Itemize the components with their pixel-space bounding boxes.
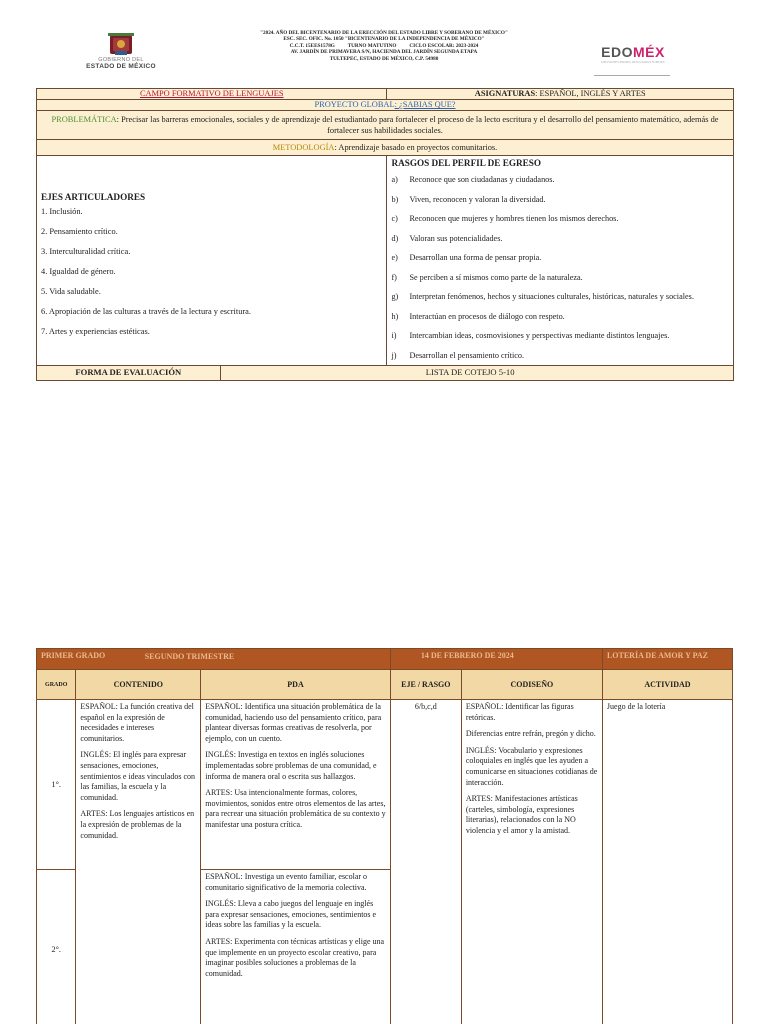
rasgos-title: RASGOS DEL PERFIL DE EGRESO — [391, 158, 542, 168]
gobierno-estado-mexico-logo — [76, 32, 166, 70]
rasgo-item — [391, 195, 729, 205]
contenido-cell — [76, 700, 201, 1024]
col-pda: PDA — [201, 670, 391, 700]
rasgo-text: Viven, reconocen y valoran la diversidad. — [409, 194, 546, 204]
rasgo-key: g) — [391, 292, 399, 301]
campo-formativo-cell — [37, 89, 387, 100]
rasgo-item — [391, 292, 729, 302]
fecha-text: 14 DE FEBRERO DE 2024 — [420, 651, 514, 660]
grade-cell: 2°. — [37, 870, 76, 1024]
eje-item: 7. Artes y experiencias estéticas. — [41, 327, 150, 336]
proyecto-global-link[interactable]: : ¿SABIAS QUE? — [394, 100, 456, 109]
col-codiseno: CODISEÑO — [461, 670, 602, 700]
pda-item: INGLÉS: Lleva a cabo juegos del lenguaje en inglés para expresar sensaciones, emociones, sentimientos e ideas sobre las familias y la escuela. — [205, 899, 377, 930]
school-line: C.C.T. 15EES1578G TURNO MATUTINO CICLO ESCOLAR: 2023-2024 — [289, 42, 479, 49]
rasgo-text: Reconoce que son ciudadanas y ciudadanos. — [409, 175, 555, 184]
eje-cell: 6/b,c,d — [390, 700, 461, 1024]
school-line: ESC. SEC. OFIC. No. 1050 "BICENTENARIO DE LA INDEPENDENCIA DE MÉXICO" — [283, 36, 485, 43]
pda-item: INGLÉS: Investiga en textos en inglés soluciones implementadas sobre problemas de una comunidad, e informa de manera oral o escrita sus hallazgos. — [205, 750, 377, 781]
eje-item: 5. Vida saludable. — [41, 287, 101, 296]
edomex-logo-b: MÉX — [633, 44, 665, 60]
trimestre-text: SEGUNDO TRIMESTRE — [144, 652, 235, 661]
rasgo-key: h) — [391, 311, 399, 321]
rasgo-item — [391, 234, 729, 244]
codiseno-cell — [461, 700, 602, 1024]
logo-left-line1: GOBIERNO DEL — [98, 57, 144, 63]
ejes-articuladores-cell — [37, 156, 387, 366]
grade-cell: 1°. — [37, 700, 76, 870]
schedule-table — [36, 648, 733, 1024]
codiseno-item: ARTES: Manifestaciones artísticas (carteles, simbología, expresiones literarias), relacionados con la NO violencia y el amor y la amistad. — [465, 794, 578, 835]
eje-item: 3. Interculturalidad crítica. — [41, 247, 131, 256]
metodologia-label: METODOLOGÍA — [272, 143, 335, 152]
codiseno-item: ESPAÑOL: Identificar las figuras retóricas. — [465, 702, 574, 722]
asignaturas-cell — [387, 89, 734, 100]
rasgo-text: Intercambian ideas, cosmovisiones y perspectivas mediante distintos lenguajes. — [409, 331, 670, 340]
rasgo-item — [391, 312, 729, 322]
eje-item: 4. Igualdad de género. — [41, 267, 116, 276]
fecha-header — [390, 649, 602, 670]
eje-item: 2. Pensamiento crítico. — [41, 227, 118, 236]
rasgo-key: c) — [391, 214, 398, 223]
eje-item: 6. Apropiación de las culturas a través de la lectura y escritura. — [41, 307, 251, 316]
contenido-item: INGLÉS: El inglés para expresar sensaciones, emociones, sentimientos e ideas vinculados con las familias, la escuela y la comunidad. — [80, 750, 196, 802]
edomex-logo — [598, 44, 668, 76]
school-line: TULTEPEC, ESTADO DE MÉXICO, C.P. 54980 — [329, 55, 439, 62]
asignaturas-value: : ESPAÑOL, INGLÉS Y ARTES — [535, 89, 646, 98]
coat-of-arms-icon — [106, 32, 136, 56]
rasgo-key: i) — [391, 331, 397, 340]
rasgo-text: Reconocen que mujeres y hombres tienen los mismos derechos. — [409, 214, 619, 223]
metodologia-text: : Aprendizaje basado en proyectos comunitarios. — [334, 143, 498, 152]
codiseno-item: Diferencias entre refrán, pregón y dicho. — [465, 729, 596, 739]
col-actividad: ACTIVIDAD — [602, 670, 732, 700]
pda-item: ESPAÑOL: Identifica una situación problemática de la comunidad, haciendo uso del pensamiento crítico, para plantear diversas formas creativas de resolverla, por ejemplo, con un cuento. — [205, 702, 382, 743]
proyecto-global-label: PROYECTO GLOBAL — [314, 100, 395, 109]
rasgo-key: a) — [391, 175, 398, 184]
signature-line — [594, 75, 670, 76]
problematica-label: PROBLEMÁTICA — [51, 115, 117, 124]
rasgo-item — [391, 175, 729, 185]
rasgo-key: f) — [391, 272, 397, 282]
rasgo-item — [391, 351, 729, 361]
forma-evaluacion-label: FORMA DE EVALUACIÓN — [37, 365, 221, 380]
grado-header: PRIMER GRADO — [37, 649, 201, 670]
rasgo-text: Interpretan fenómenos, hechos y situaciones culturales, históricas, naturales y sociales. — [409, 292, 694, 301]
rasgo-text: Desarrollan una forma de pensar propia. — [409, 253, 542, 262]
problematica-text: : Precisar las barreras emocionales, sociales y de aprendizaje del estudiantado para fortalecer el proceso de la lecto escritura y el desarrollo del pensamiento matemático, además de fortalecer sus habilidades sociales. — [116, 115, 719, 135]
rasgo-key: e) — [391, 253, 398, 262]
trimestre-header — [144, 649, 391, 670]
rasgo-item — [391, 214, 729, 224]
edomex-logo-a: EDO — [601, 44, 633, 60]
forma-evaluacion-value: LISTA DE COTEJO 5-10 — [220, 365, 733, 380]
col-eje: EJE / RASGO — [390, 670, 461, 700]
asignaturas-label: ASIGNATURAS — [474, 89, 536, 98]
campo-formativo-link[interactable]: CAMPO FORMATIVO DE LENGUAJES — [139, 89, 284, 98]
pda-item: ESPAÑOL: Investiga un evento familiar, escolar o comunitario significativo de la memoria colectiva. — [205, 872, 368, 892]
plan-table — [36, 88, 734, 381]
metodologia-cell — [37, 140, 734, 156]
document-header — [36, 30, 732, 86]
pda-cell — [201, 870, 391, 1024]
eje-item: 1. Inclusión. — [41, 207, 83, 216]
rasgo-text: Interactúan en procesos de diálogo con respeto. — [409, 311, 565, 321]
logo-left-line2: ESTADO DE MÉXICO — [86, 63, 156, 70]
rasgo-key: b) — [391, 194, 399, 204]
titulo-text: LOTERÍA DE AMOR Y PAZ — [606, 651, 708, 660]
col-grado: GRADO — [37, 670, 76, 700]
rasgo-item — [391, 273, 729, 283]
contenido-item: ESPAÑOL: La función creativa del español en la expresión de necesidades e intereses comunitarios. — [80, 702, 194, 743]
school-line: AV. JARDÍN DE PRIMAVERA S/N, HACIENDA DEL JARDÍN SEGUNDA ETAPA — [290, 49, 478, 56]
actividad-cell: Juego de la lotería — [602, 700, 732, 1024]
rasgo-item — [391, 331, 729, 341]
school-line: "2024. AÑO DEL BICENTENARIO DE LA ERECCIÓN DEL ESTADO LIBRE Y SOBERANO DE MÉXICO" — [260, 30, 508, 36]
rasgo-item — [391, 253, 729, 263]
rasgo-text: Desarrollan el pensamiento crítico. — [409, 350, 525, 360]
school-info — [216, 30, 552, 62]
edomex-tagline: DECISIONES FIRMES, RESULTADOS FUERTES — [601, 60, 665, 64]
proyecto-global-cell — [37, 100, 734, 111]
pda-item: ARTES: Experimenta con técnicas artísticas y elige una que implemente en un proyecto escolar creativo, para imaginar posibles soluciones a problemas de la comunidad. — [205, 936, 385, 978]
rasgo-text: Valoran sus potencialidades. — [409, 233, 503, 243]
titulo-header — [602, 649, 732, 670]
rasgos-perfil-cell — [387, 156, 734, 366]
rasgo-key: j) — [391, 350, 397, 360]
problematica-cell — [37, 111, 734, 140]
pda-item: ARTES: Usa intencionalmente formas, colores, movimientos, sonidos entre otros elementos de las artes, para recrear una situación problemática de su contexto y manifestar una postura crítica. — [205, 788, 386, 829]
rasgo-key: d) — [391, 233, 399, 243]
table-row — [37, 700, 733, 870]
rasgo-text: Se perciben a sí mismos como parte de la naturaleza. — [409, 272, 583, 282]
codiseno-item: INGLÉS: Vocabulario y expresiones coloquiales en inglés que les ayuden a comunicarse en situaciones cotidianas de interacción. — [465, 745, 598, 787]
col-contenido: CONTENIDO — [76, 670, 201, 700]
contenido-item: ARTES: Los lenguajes artísticos en la expresión de problemas de la comunidad. — [80, 809, 195, 840]
pda-cell — [201, 700, 391, 870]
ejes-title: EJES ARTICULADORES — [41, 192, 146, 202]
